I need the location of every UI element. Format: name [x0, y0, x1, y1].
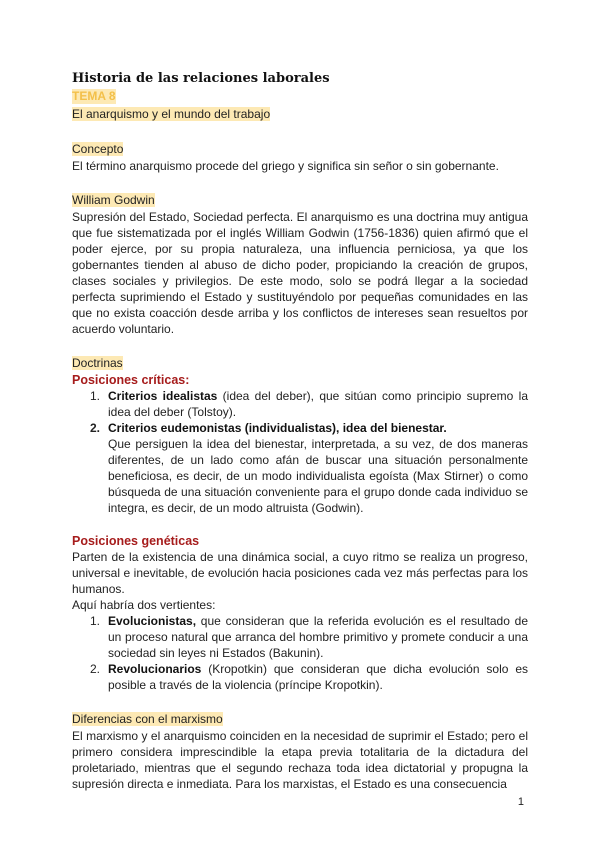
tema-label: TEMA 8 [72, 89, 116, 103]
godwin-text: Supresión del Estado, Sociedad perfecta. El anarquismo es una doctrina muy antigua que fue sistematizada por el inglés William Godwin (1756-1836) quien afirmó que el poder ejerce, por su propia naturaleza, una influencia perniciosa, ya que los gobernantes tienden al abuso de dicho poder, propiciando la creación de grupos, clases sociales y privilegios. De este modo, solo se podrá llegar a la sociedad perfecta suprimiendo el Estado y sustituyéndolo por pequeñas comunidades en las que no exista coacción desde arriba y los conflictos de intereses sean resueltos por acuerdo voluntario. [72, 210, 528, 336]
posiciones-criticas-list [72, 388, 528, 516]
godwin-heading: William Godwin [72, 193, 155, 207]
list-item-text: (Kropotkin) que consideran que dicha evolución solo es posible a través de la violencia (príncipe Kropotkin). [108, 662, 528, 692]
list-item-bold: Criterios idealistas [108, 389, 218, 403]
list-item-text: que consideran que la referida evolución es el resultado de un proceso natural que arranca del hombre primitivo y promete conducir a una sociedad sin leyes ni Estados (Bakunin). [108, 614, 528, 660]
doctrinas-heading: Doctrinas [72, 356, 123, 370]
list-item-text: (idea del deber), que sitúan como principio supremo la idea del deber (Tolstoy). [108, 389, 528, 419]
document-subtitle: El anarquismo y el mundo del trabajo [72, 107, 271, 121]
page-content [72, 70, 528, 792]
list-item-bold: Criterios eudemonistas (individualistas), idea del bienestar. [108, 421, 447, 435]
list-item [72, 420, 528, 516]
posiciones-geneticas-heading: Posiciones genéticas [72, 534, 200, 548]
document-title: Historia de las relaciones laborales [72, 71, 330, 86]
posiciones-geneticas-text: Parten de la existencia de una dinámica social, a cuyo ritmo se realiza un progreso, universal e inevitable, de evolución hacia posiciones cada vez más perfectas para los humanos. [72, 550, 528, 596]
list-item-number: 2. [90, 421, 101, 435]
posiciones-geneticas-list [72, 613, 528, 693]
concepto-heading: Concepto [72, 142, 124, 156]
list-item [72, 388, 528, 420]
posiciones-geneticas-intro: Aquí habría dos vertientes: [72, 598, 216, 612]
page-number: 1 [517, 796, 524, 808]
list-item [72, 661, 528, 693]
list-item-number: 1. [90, 389, 101, 403]
list-item-bold: Evolucionistas, [108, 614, 197, 628]
posiciones-criticas-heading: Posiciones críticas: [72, 373, 190, 387]
list-item-bold: Revolucionarios [108, 662, 202, 676]
list-item-number: 2. [90, 662, 101, 676]
marxismo-text: El marxismo y el anarquismo coinciden en la necesidad de suprimir el Estado; pero el primero considera imprescindible la etapa previa totalitaria de la dictadura del proletariado, mientras que el segundo rechaza toda idea dictatorial y propugna la supresión directa e inmediata. Para los marxistas, el Estado es una consecuencia [72, 729, 528, 791]
list-item-number: 1. [90, 614, 101, 628]
list-item-detail: Que persiguen la idea del bienestar, interpretada, a su vez, de dos maneras diferentes, de un lado como afán de buscar una situación personalmente beneficiosa, es decir, de un modo individualista egoísta (Max Stirner) o como búsqueda de una situación conveniente para el grupo donde cada individuo se integra, es decir, de un modo altruista (Godwin). [108, 437, 528, 515]
list-item [72, 613, 528, 661]
concepto-text: El término anarquismo procede del griego y significa sin señor o sin gobernante. [72, 159, 499, 173]
marxismo-heading: Diferencias con el marxismo [72, 712, 223, 726]
